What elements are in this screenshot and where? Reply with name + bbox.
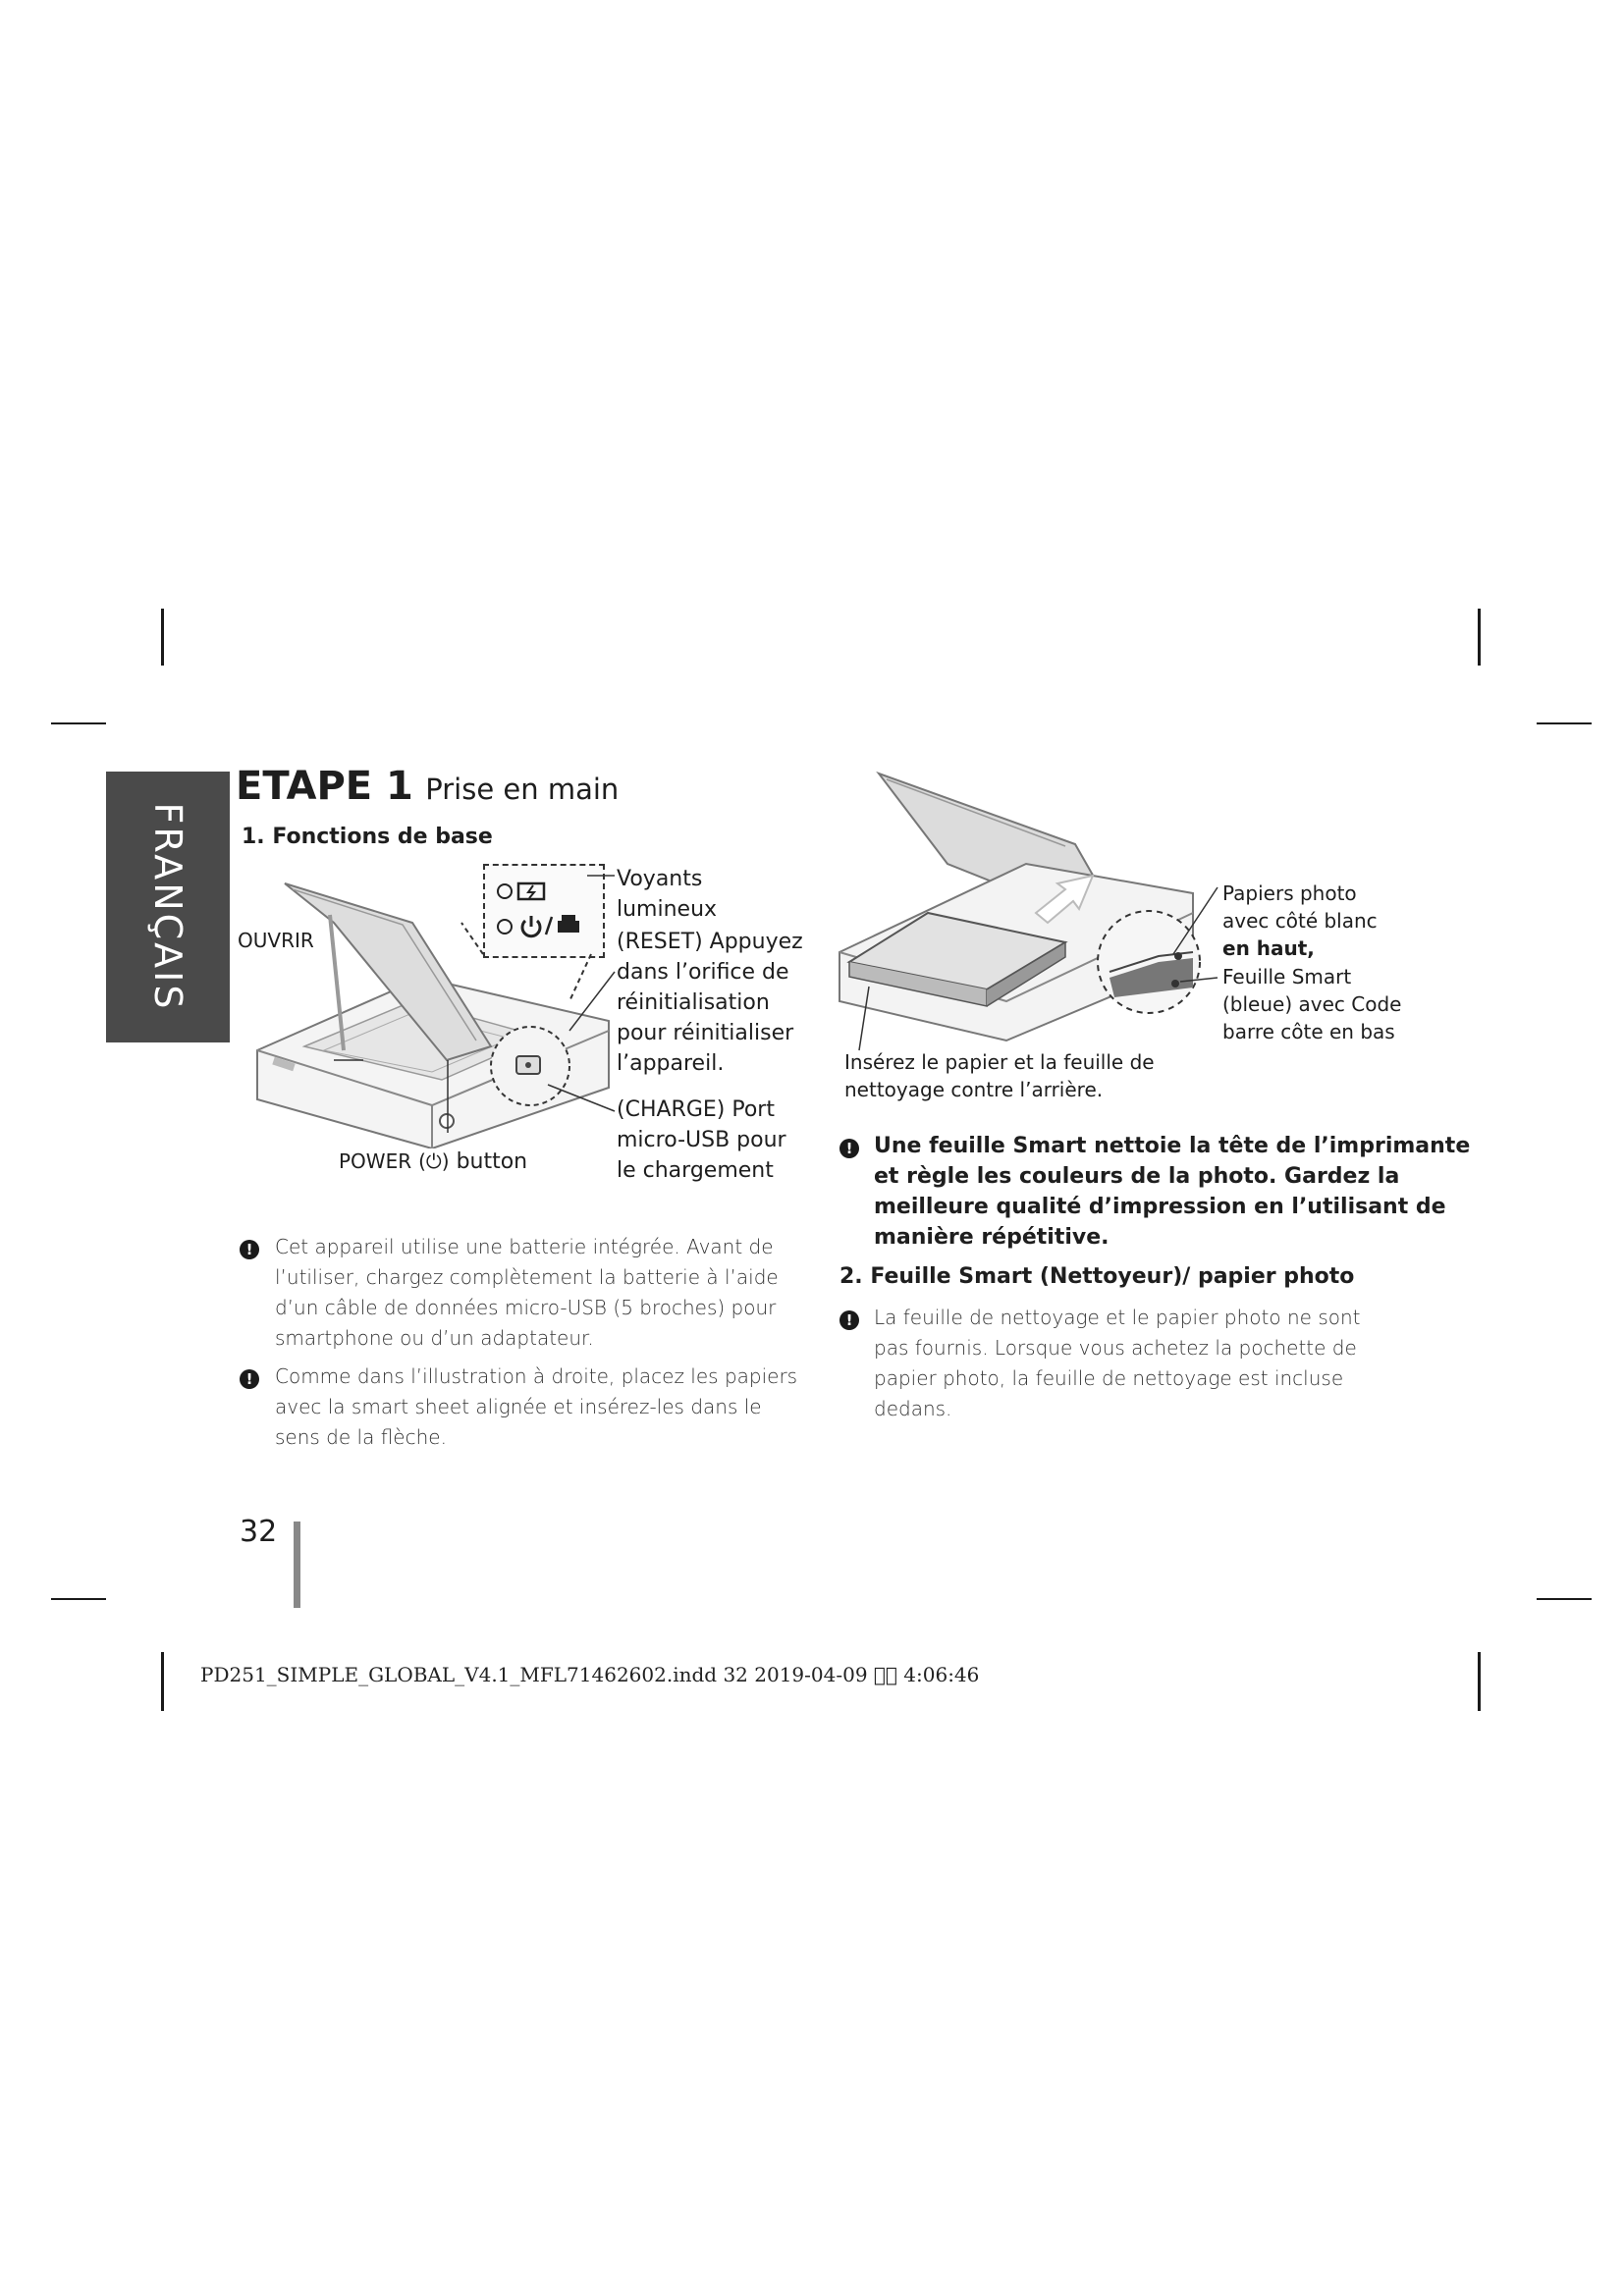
- info-icon: !: [839, 1310, 859, 1330]
- crop-mark: [1537, 1598, 1592, 1600]
- page-number-bar: [294, 1522, 300, 1608]
- paper-loading-illustration: [830, 766, 1203, 1060]
- label-charge: (CHARGE) Port micro-USB pour le chargement: [617, 1097, 786, 1183]
- crop-mark: [51, 1598, 106, 1600]
- note-battery: Cet appareil utilise une batterie intégrée. Avant de l’utiliser, chargez complètement la batterie à l’aide d’un câble de données micro-USB (5 broches) pour smartphone ou d’un adaptateur.: [275, 1235, 779, 1350]
- section-title-basic-functions: 1. Fonctions de base: [242, 825, 493, 849]
- file-footer: PD251_SIMPLE_GLOBAL_V4.1_MFL71462602.indd 32 2019-04-09    4:06:46: [200, 1663, 980, 1686]
- crop-mark: [1537, 722, 1592, 724]
- info-icon: !: [240, 1369, 259, 1389]
- crop-mark: [161, 609, 164, 666]
- label-power: POWER (⏻) button: [339, 1149, 528, 1174]
- language-tab: [106, 772, 230, 1042]
- callout-lines-fig1: [442, 864, 638, 1158]
- callout-lines-fig1-b: [324, 1050, 461, 1148]
- note-paper-placement: Comme dans l’illustration à droite, placez les papiers avec la smart sheet alignée et insérez-les dans le sens de la flèche.: [275, 1364, 798, 1449]
- label-inserez: Insérez le papier et la feuille de nettoyage contre l’arrière.: [844, 1050, 1155, 1101]
- info-icon: !: [240, 1240, 259, 1259]
- label-voyants: Voyants lumineux: [617, 867, 718, 922]
- label-reset: (RESET) Appuyez dans l’orifice de réinitialisation pour réinitialiser l’appareil.: [617, 930, 803, 1076]
- crop-mark: [1478, 1652, 1481, 1711]
- crop-mark: [1478, 609, 1481, 666]
- note-smart-sheet: Une feuille Smart nettoie la tête de l’imprimante et règle les couleurs de la photo. Gardez la meilleure qualité d’impression en l’utilisant de manière répétitive.: [874, 1134, 1471, 1250]
- callout-lines-fig2: [1168, 883, 1227, 1001]
- language-tab-label: FRANÇAIS: [146, 802, 189, 1012]
- section-title-smart-sheet: 2. Feuille Smart (Nettoyeur)/ papier photo: [839, 1264, 1355, 1289]
- step-label: ETAPE 1: [236, 764, 413, 809]
- power-icon: (⏻): [418, 1149, 450, 1173]
- crop-mark: [51, 722, 106, 724]
- page-number: 32: [240, 1515, 278, 1549]
- label-papiers-photo: Papiers photo avec côté blanc en haut,: [1222, 881, 1378, 960]
- step-title: Prise en main: [425, 773, 620, 806]
- label-feuille-smart: Feuille Smart (bleue) avec Code barre côte en bas: [1222, 965, 1402, 1043]
- note-not-included: La feuille de nettoyage et le papier photo ne sont pas fournis. Lorsque vous achetez la pochette de papier photo, la feuille de nettoyage est incluse dedans.: [874, 1306, 1361, 1420]
- crop-mark: [161, 1652, 164, 1711]
- info-icon: !: [839, 1139, 859, 1158]
- label-ouvrir: OUVRIR: [238, 929, 314, 952]
- page-title: [236, 764, 619, 809]
